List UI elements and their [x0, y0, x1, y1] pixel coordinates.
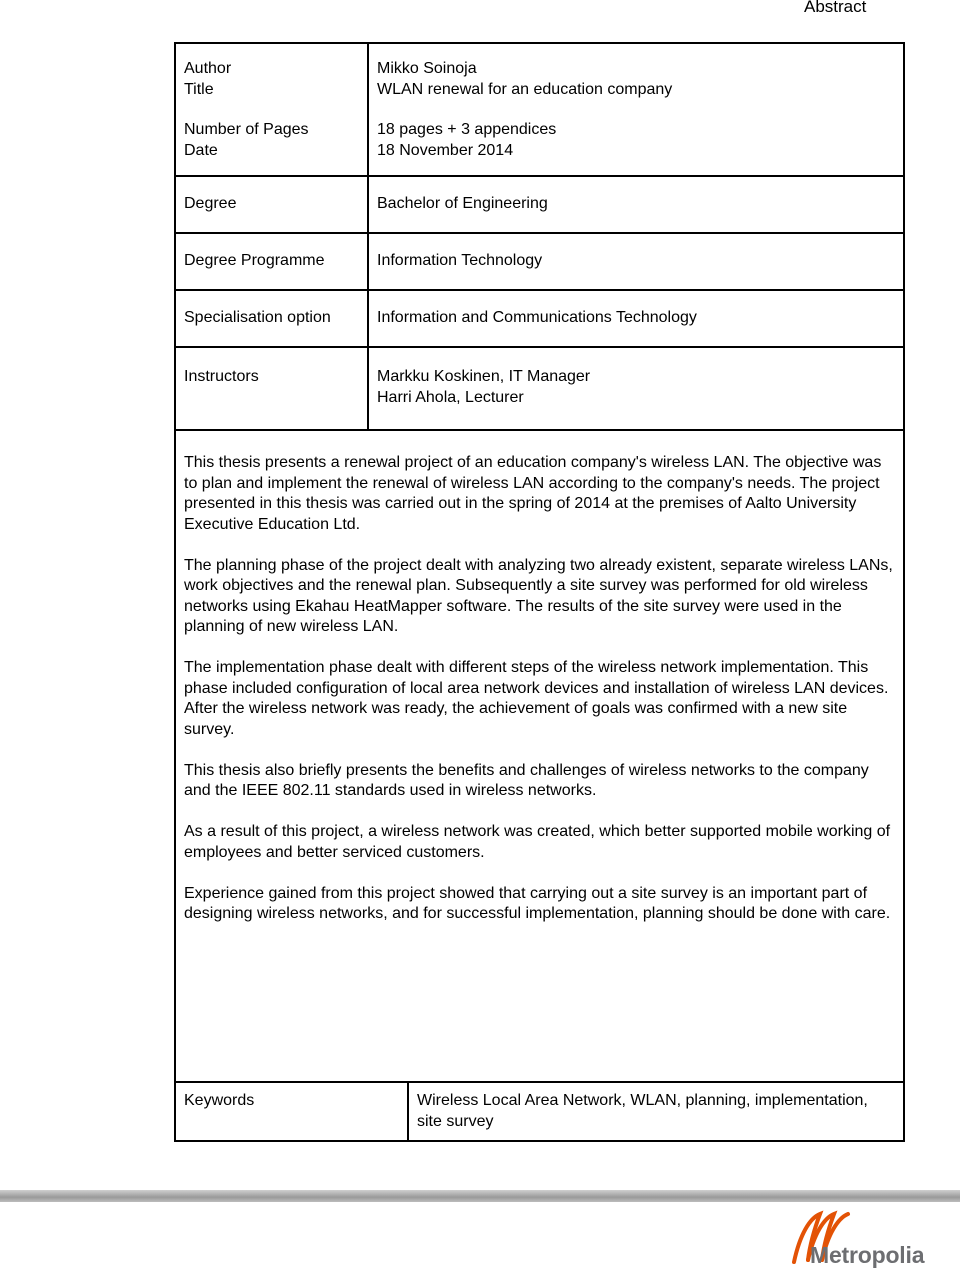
specialisation-row	[175, 290, 904, 347]
pages-value: 18 pages + 3 appendices	[377, 121, 557, 138]
degree-value: Bachelor of Engineering	[368, 176, 904, 233]
abstract-paragraph: This thesis presents a renewal project of an education company's wireless LAN. The objective was to plan and implement the renewal of wireless LAN according to the company's needs. The project presented in this thesis was carried out in the spring of 2014 at the premises of Aalto University Executive Education Ltd.	[184, 454, 882, 533]
specialisation-label: Specialisation option	[175, 290, 368, 347]
metropolia-logo-text: Metropolia	[810, 1242, 925, 1268]
date-label: Date	[184, 141, 218, 159]
author-value: Mikko Soinoja	[377, 60, 477, 77]
instructors-row	[175, 347, 904, 430]
instructors-label: Instructors	[175, 347, 368, 430]
specialisation-value: Information and Communications Technology	[368, 290, 904, 347]
instructor-1: Markku Koskinen, IT Manager	[377, 368, 591, 385]
keywords-value: Wireless Local Area Network, WLAN, planning, implementation, site survey	[408, 1082, 904, 1141]
programme-value: Information Technology	[368, 233, 904, 290]
programme-row	[175, 233, 904, 290]
abstract-paragraph: This thesis also briefly presents the benefits and challenges of wireless networks to the company and the IEEE 802.11 standards used in wireless networks.	[184, 761, 869, 799]
author-title-pages-row	[175, 43, 904, 176]
degree-row	[175, 176, 904, 233]
programme-label: Degree Programme	[175, 233, 368, 290]
instructor-2: Harri Ahola, Lecturer	[377, 388, 524, 406]
keywords-table	[174, 1081, 905, 1142]
keywords-label: Keywords	[175, 1082, 408, 1141]
degree-label: Degree	[175, 176, 368, 233]
author-label: Author	[184, 60, 232, 77]
abstract-paragraph: Experience gained from this project showed that carrying out a site survey is an important part of designing wireless networks, and for successful implementation, planning should be done with care.	[184, 884, 891, 922]
abstract-paragraph: As a result of this project, a wireless network was created, which better supported mobile working of employees and better serviced customers.	[184, 823, 891, 861]
title-label: Title	[184, 80, 214, 98]
abstract-paragraph: The planning phase of the project dealt with analyzing two already existent, separate wireless LANs, work objectives and the renewal plan. Subsequently a site survey was performed for old wireless networks using Ekahau HeatMapper software. The results of the site survey were used in the planning of new wireless LAN.	[184, 556, 893, 635]
page-header-label: Abstract	[804, 0, 867, 16]
title-value: WLAN renewal for an education company	[377, 80, 673, 98]
date-value: 18 November 2014	[377, 141, 514, 159]
thesis-info-table	[174, 42, 905, 431]
footer-bar	[0, 1190, 960, 1202]
abstract-body	[174, 423, 905, 1082]
keywords-row	[175, 1082, 904, 1141]
abstract-paragraph: The implementation phase dealt with different steps of the wireless network implementation. This phase included configuration of local area network devices and installation of wireless LAN devices. After the wireless network was ready, the achievement of goals was confirmed with a new site survey.	[184, 659, 889, 738]
pages-label: Number of Pages	[184, 121, 309, 138]
